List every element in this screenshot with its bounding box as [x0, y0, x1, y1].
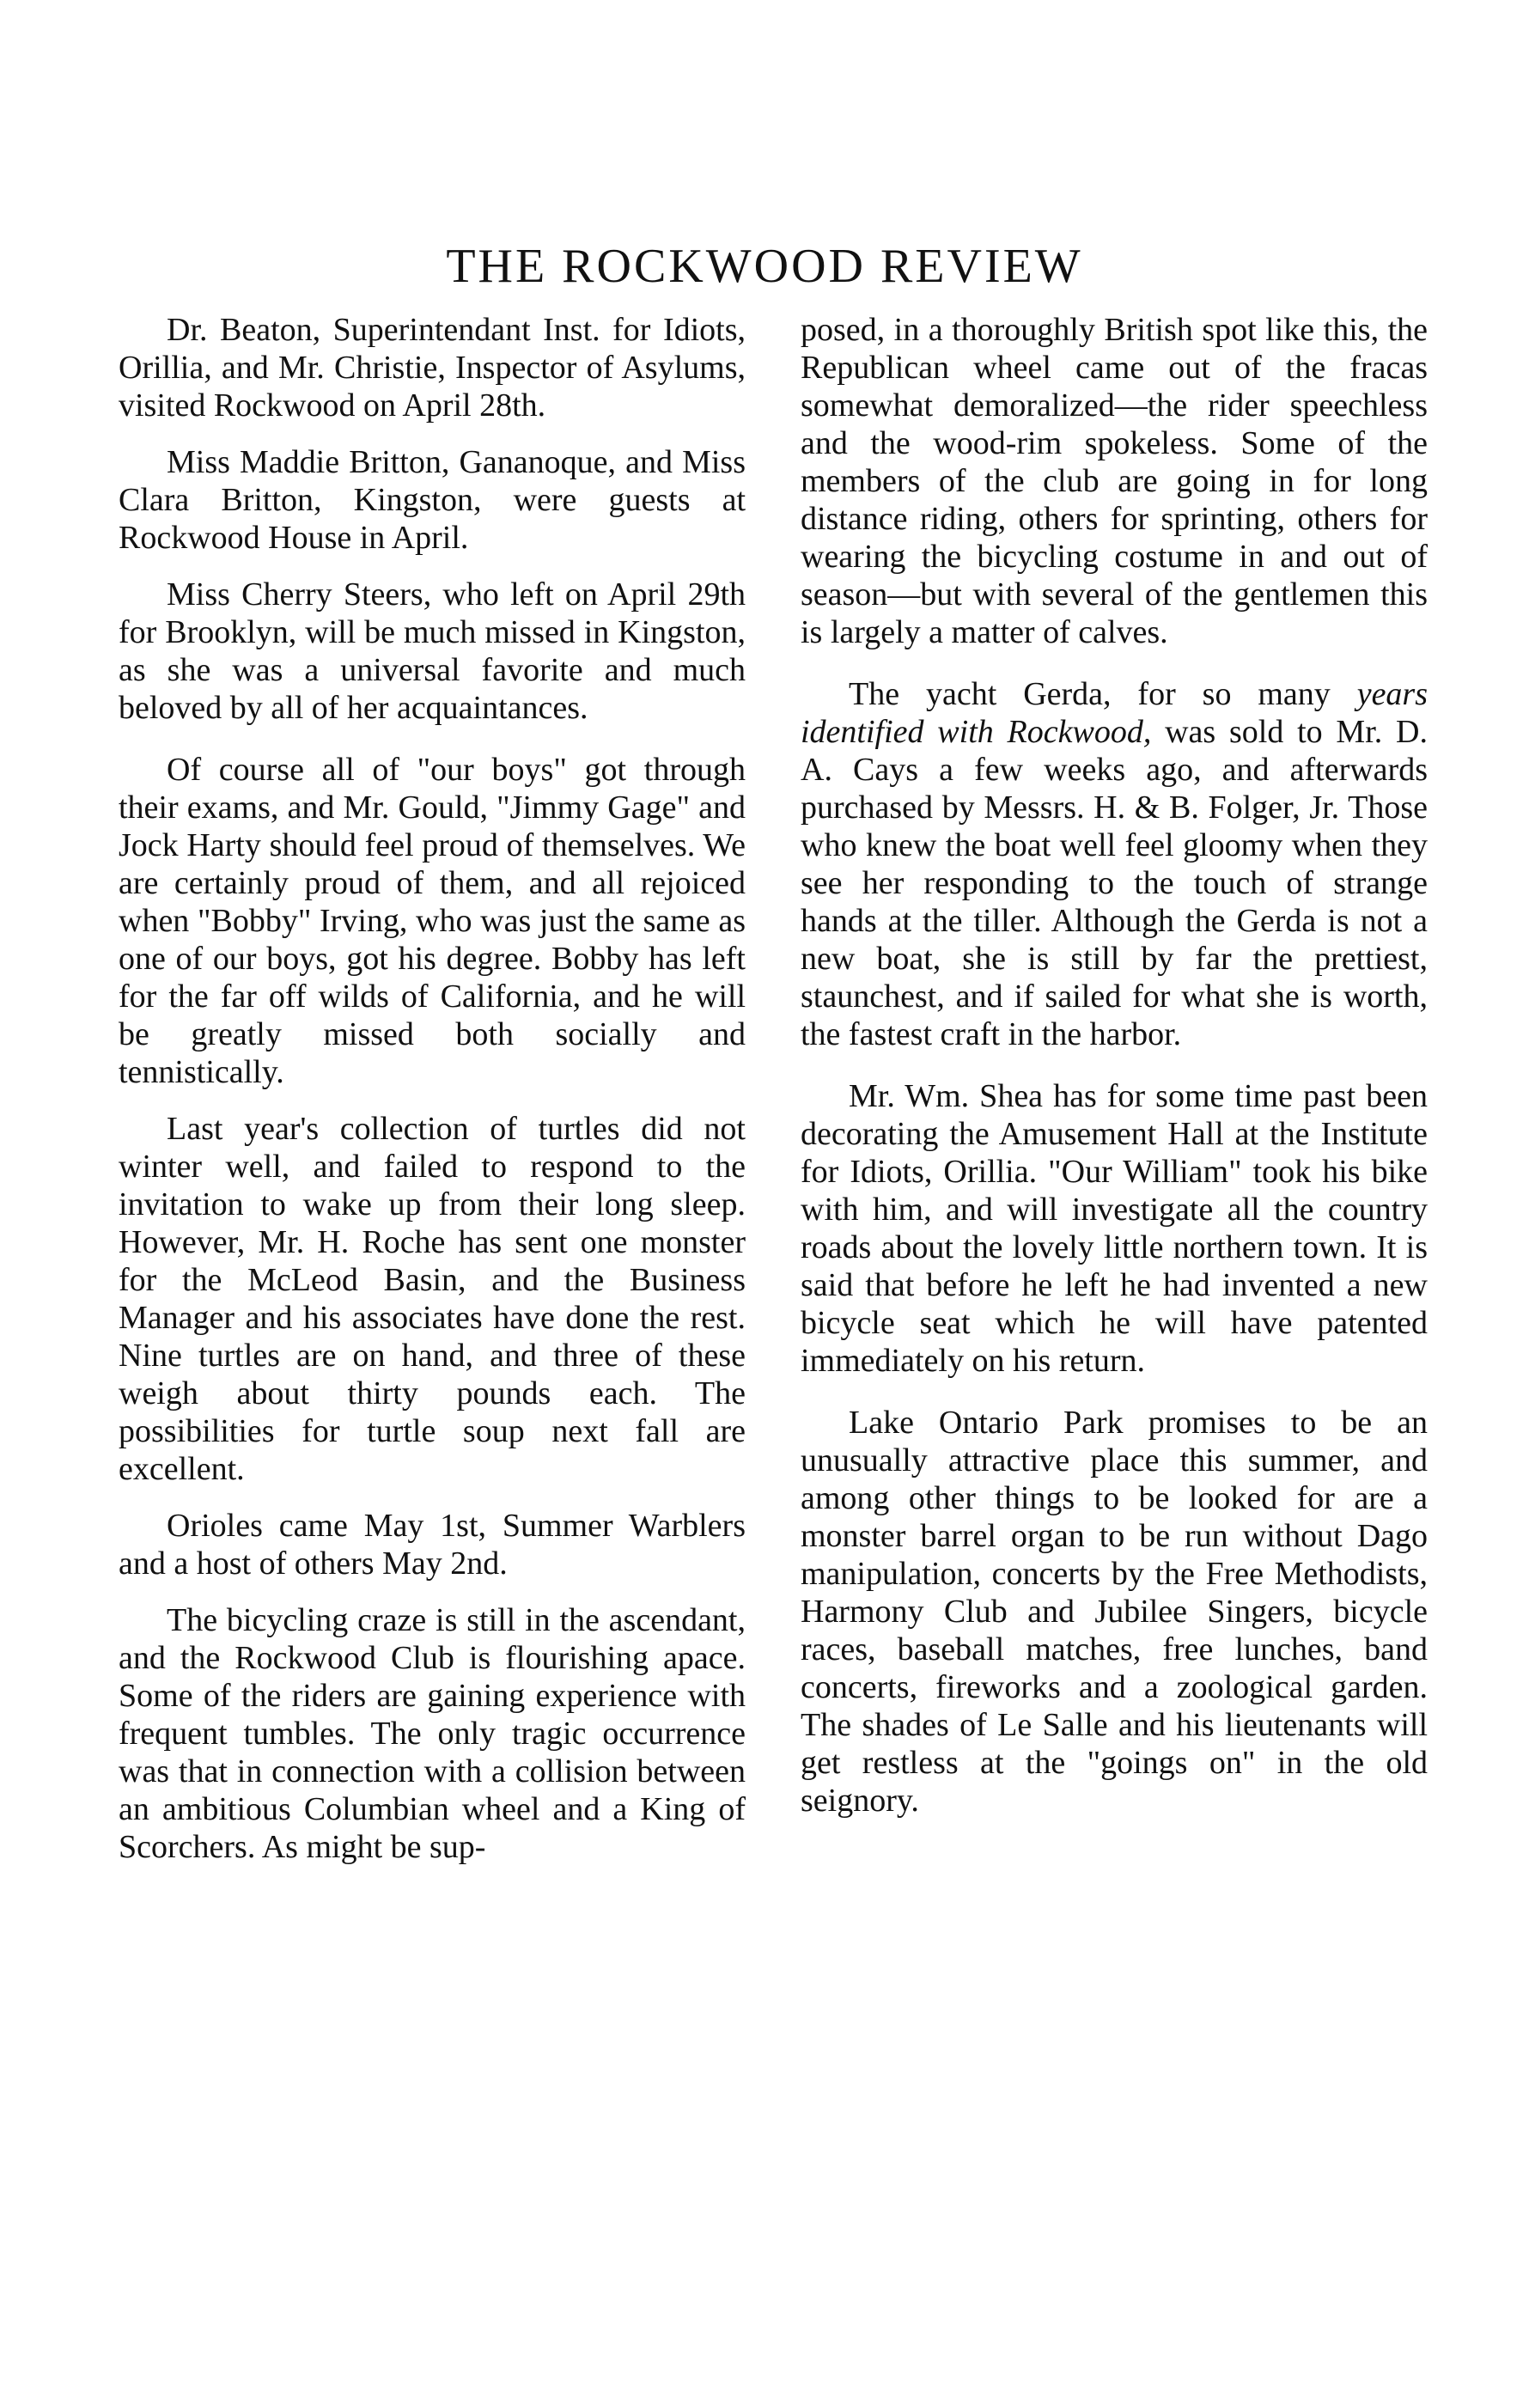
paragraph-our-boys-exams: Of course all of "our boys" got through their exams, and Mr. Gould, "Jimmy Gage" and Jock Harty should feel proud of themselves. We are certainly proud of them, and all rejoiced when "Bobby" Irving, who was just the same as one of our boys, got his degree. Bobby has left for the far off wilds of California, and he will be greatly missed both socially and tennistically.: [119, 752, 746, 1090]
paragraph-bicycling-continued: posed, in a thoroughly British spot like this, the Republican wheel came out of the fracas somewhat demoralized—the rider speechless and the wood-rim spokeless. Some of the members of the club are going in for long distance riding, others for sprinting, others for wearing the bicycling costume in and out of season—but with several of the gentlemen this is largely a matter of calves.: [801, 312, 1428, 650]
yacht-italic-text: years identified with Rockwood,: [801, 676, 1428, 750]
paragraph-cherry-steers: Miss Cherry Steers, who left on April 29th for Brooklyn, will be much missed in Kingston, as she was a universal favorite and much beloved by all of her acquaintances.: [119, 576, 746, 726]
left-column: [119, 311, 746, 1885]
paragraph-lake-ontario-park: Lake Ontario Park promises to be an unusually attractive place this summer, and among other things to be looked for are a monster barrel organ to be run without Dago manipulation, concerts by the Free Methodists, Harmony Club and Jubilee Singers, bicycle races, baseball matches, free lunches, band concerts, fireworks and a zoological garden. The shades of Le Salle and his lieutenants will get restless at the "goings on" in the old seignory.: [801, 1405, 1428, 1819]
paragraph-beaton-visit: Dr. Beaton, Superintendant Inst. for Idiots, Orillia, and Mr. Christie, Inspector of Asylums, visited Rockwood on April 28th.: [119, 312, 746, 424]
yacht-rest-text: was sold to Mr. D. A. Cays a few weeks ago, and afterwards purchased by Messrs. H. & B. Folger, Jr. Those who knew the boat well feel gloomy when they see her responding to the touch of strange hands at the tiller. Although the Gerda is not a new boat, she is still by far the prettiest, staunchest, and if sailed for what she is worth, the fastest craft in the harbor.: [801, 714, 1428, 1052]
running-title: THE ROCKWOOD REVIEW: [446, 240, 1083, 293]
yacht-lead-text: The yacht Gerda, for so many: [849, 676, 1331, 712]
right-column: [801, 311, 1428, 1838]
paragraph-turtles: Last year's collection of turtles did not winter well, and failed to respond to the invitation to wake up from their long sleep. However, Mr. H. Roche has sent one monster for the McLeod Basin, and the Business Manager and his associates have done the rest. Nine turtles are on hand, and three of these weigh about thirty pounds each. The possibilities for turtle soup next fall are excellent.: [119, 1111, 746, 1487]
paragraph-yacht-gerda: [801, 675, 1428, 1053]
paragraph-orioles: Orioles came May 1st, Summer Warblers and a host of others May 2nd.: [119, 1508, 746, 1582]
paragraph-britton-guests: Miss Maddie Britton, Gananoque, and Miss Clara Britton, Kingston, were guests at Rockwood House in April.: [119, 444, 746, 556]
paragraph-wm-shea: Mr. Wm. Shea has for some time past been decorating the Amusement Hall at the Institute for Idiots, Orillia. "Our William" took his bike with him, and will investigate all the country roads about the lovely little northern town. It is said that before he left he had invented a new bicycle seat which he will have patented immediately on his return.: [801, 1078, 1428, 1379]
paragraph-bicycling-craze: The bicycling craze is still in the ascendant, and the Rockwood Club is flourishing apace. Some of the riders are gaining experience with frequent tumbles. The only tragic occurrence was that in connection with a collision between an ambitious Columbian wheel and a King of Scorchers. As might be sup-: [119, 1602, 746, 1865]
